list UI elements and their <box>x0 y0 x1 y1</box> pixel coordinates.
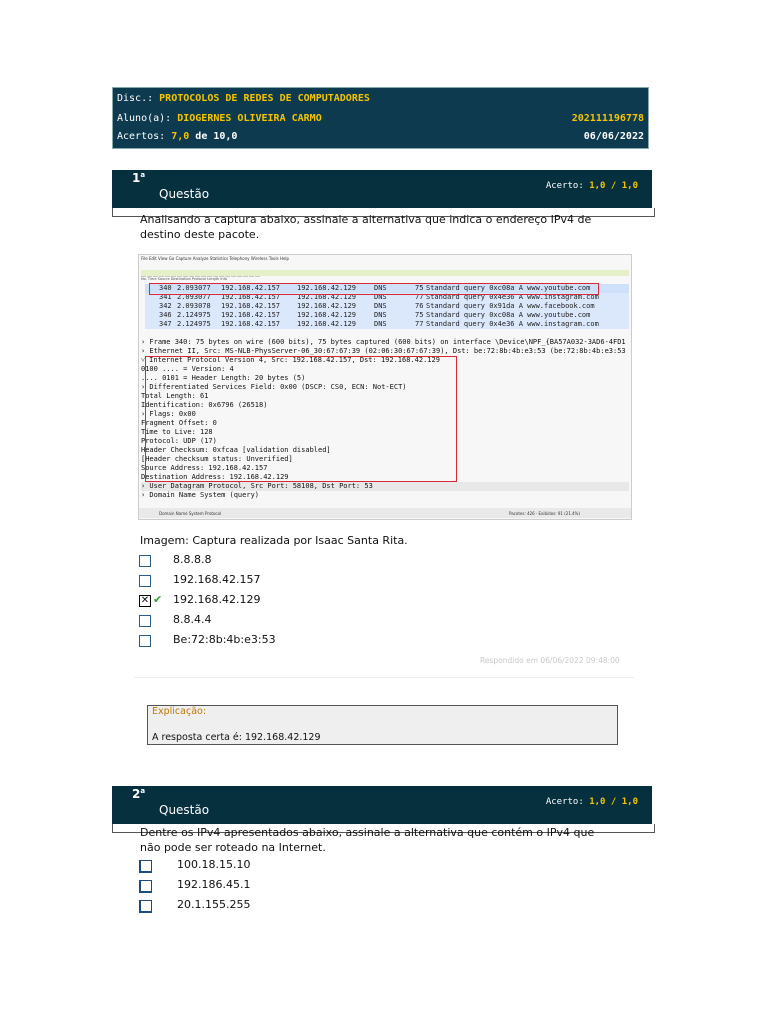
answered-timestamp: Respondido em 06/06/2022 09:48:00 <box>480 656 620 665</box>
question-1-statement: Analisando a captura abaixo, assinale a alternativa que indica o endereço IPv4 de destino deste pacote. <box>140 213 592 241</box>
option-checkbox[interactable] <box>139 575 151 587</box>
disc-label: Disc.: <box>117 93 154 104</box>
question-label: Questão <box>159 803 210 817</box>
score-value: 7,0 <box>171 131 190 142</box>
exam-date: 06/06/2022 <box>583 131 644 142</box>
detail-line: Header Checksum: 0xfcaa [validation disabled] <box>141 446 331 454</box>
detail-line: › Ethernet II, Src: MS-NLB-PhysServer-06_30:67:67:39 (02:06:30:67:67:39), Dst: be:72:8b:4b:e3:53 (be:72:8b:4b:e3:53 <box>141 347 626 355</box>
student-id: 202111196778 <box>571 113 644 124</box>
detail-line: › Frame 340: 75 bytes on wire (600 bits), 75 bytes captured (600 bits) on interface \Device\NPF_{BA57A032-3AD6-4FD1 <box>141 338 626 346</box>
score-total: de 10,0 <box>195 131 238 142</box>
disc-row <box>117 90 644 108</box>
highlight-box-packet <box>149 283 599 295</box>
option-text: 8.8.8.8 <box>173 553 212 566</box>
question-label: Questão <box>159 187 210 201</box>
explanation-label: Explicação: <box>152 706 207 717</box>
image-caption: Imagem: Captura realizada por Isaac Santa Rita. <box>140 534 408 547</box>
detail-line: Fragment Offset: 0 <box>141 419 217 427</box>
packet-row: 347 2.124975 192.168.42.157 192.168.42.129 DNS 77 Standard query 0x4e36 A www.instagram.com <box>145 320 629 329</box>
explanation-box <box>147 705 618 745</box>
option-text: 192.168.42.129 <box>173 593 261 606</box>
question-2-header <box>112 786 652 824</box>
student-label: Aluno(a): <box>117 113 172 124</box>
detail-line: Identification: 0x6796 (26518) <box>141 401 268 409</box>
capture-column-header: No. Time Source Destination Protocol Length Info <box>141 277 227 281</box>
score-label: Acertos: <box>117 131 166 142</box>
question-1-header <box>112 170 652 208</box>
option-checkbox[interactable] <box>139 860 152 873</box>
detail-line: › User Datagram Protocol, Src Port: 58108, Dst Port: 53 <box>141 482 629 491</box>
option-checkbox[interactable] <box>139 900 152 913</box>
question-2-statement: Dentre os IPv4 apresentados abaixo, assinale a alternativa que contém o IPv4 que não pode ser roteado na Internet. <box>140 826 595 854</box>
highlight-box-ipv4 <box>145 356 457 482</box>
option-text: 20.1.155.255 <box>177 898 251 911</box>
question-number: 1$^a$ <box>132 171 146 185</box>
divider <box>134 677 634 678</box>
correct-check-icon: ✔ <box>153 593 163 606</box>
wireshark-capture-image <box>138 254 632 520</box>
packet-row: 341 2.093077 192.168.42.157 192.168.42.129 DNS 77 Standard query 0x4e36 A www.instagram.com <box>145 293 629 302</box>
detail-line: 0100 .... = Version: 4 <box>141 365 234 373</box>
assessment-header <box>112 87 649 149</box>
detail-line: ˅ Internet Protocol Version 4, Src: 192.168.42.157, Dst: 192.168.42.129 <box>141 356 440 364</box>
detail-line: Protocol: UDP (17) <box>141 437 217 445</box>
disc-value: PROTOCOLOS DE REDES DE COMPUTADORES <box>159 93 370 104</box>
detail-line: .... 0101 = Header Length: 20 bytes (5) <box>141 374 306 382</box>
option-checkbox[interactable] <box>139 555 151 567</box>
explanation-text: A resposta certa é: 192.168.42.129 <box>152 732 321 743</box>
capture-toolbar <box>141 262 629 270</box>
question-score: Acerto: 1,0 / 1,0 <box>545 797 638 807</box>
student-row <box>117 110 644 128</box>
option-checkbox[interactable] <box>139 635 151 647</box>
packet-row: 342 2.093078 192.168.42.157 192.168.42.129 DNS 76 Standard query 0x91da A www.facebook.com <box>145 302 629 311</box>
detail-line: Total Length: 61 <box>141 392 209 400</box>
option-checkbox[interactable] <box>139 880 152 893</box>
option-text: 192.168.42.157 <box>173 573 261 586</box>
detail-line: [Header checksum status: Unverified] <box>141 455 293 463</box>
detail-line: Time to Live: 128 <box>141 428 213 436</box>
student-name: DIOGERNES OLIVEIRA CARMO <box>177 113 322 124</box>
detail-line: Source Address: 192.168.42.157 <box>141 464 268 472</box>
detail-line: › Flags: 0x00 <box>141 410 196 418</box>
option-checkbox-checked[interactable]: ✕ <box>140 595 150 606</box>
packet-row: 340 2.093077 192.168.42.157 192.168.42.129 DNS 75 Standard query 0xc08a A www.youtube.com <box>145 284 629 293</box>
option-text: 192.186.45.1 <box>177 878 251 891</box>
question-score: Acerto: 1,0 / 1,0 <box>545 181 638 191</box>
capture-filter-bar <box>141 270 629 276</box>
option-checkbox[interactable] <box>139 615 151 627</box>
option-text: 8.8.4.4 <box>173 613 212 626</box>
capture-status-bar: Domain Name System Protocol Pacotes: 426 · Exibidos: 91 (21.4%) <box>139 508 631 518</box>
detail-line: › Domain Name System (query) <box>141 491 260 499</box>
detail-line: › Differentiated Services Field: 0x00 (DSCP: CS0, ECN: Not-ECT) <box>141 383 407 391</box>
option-text: Be:72:8b:4b:e3:53 <box>173 633 276 646</box>
capture-menu-bar: File Edit View Go Capture Analyze Statistics Telephony Wireless Tools Help <box>141 256 290 261</box>
option-text: 100.18.15.10 <box>177 858 251 871</box>
detail-line: Destination Address: 192.168.42.129 <box>141 473 289 481</box>
question-number: 2$^a$ <box>132 787 146 801</box>
score-row <box>117 128 644 146</box>
packet-row: 346 2.124975 192.168.42.157 192.168.42.129 DNS 75 Standard query 0xc08a A www.youtube.com <box>145 311 629 320</box>
